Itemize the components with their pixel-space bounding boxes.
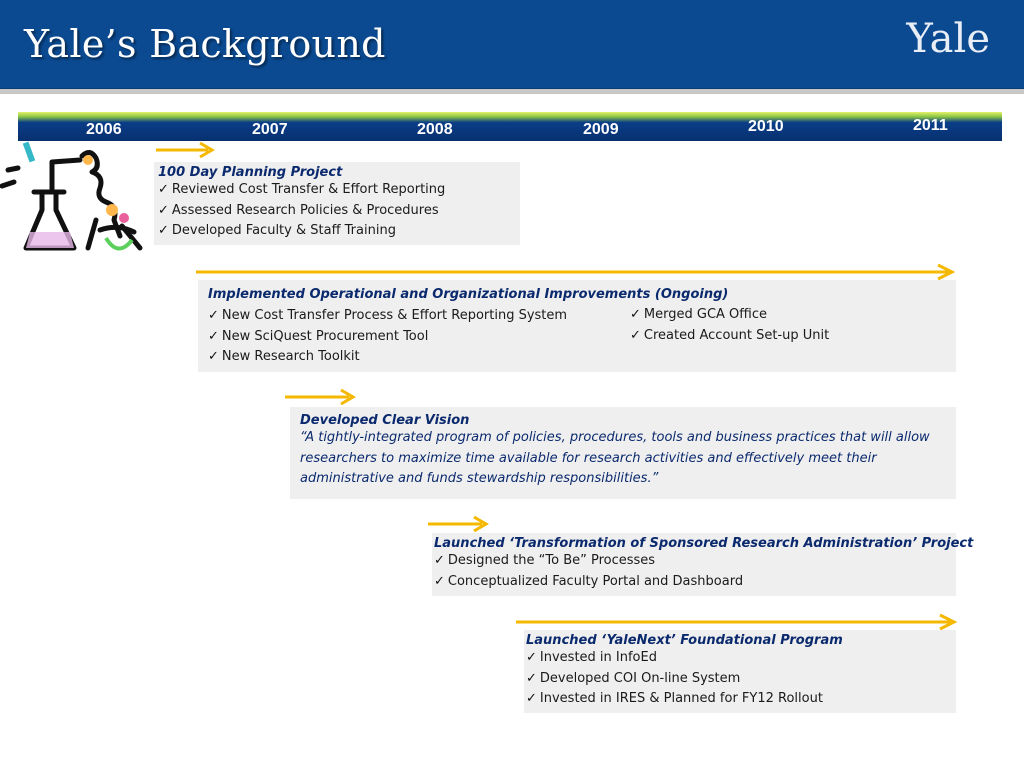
check-icon: ✓	[526, 670, 537, 686]
list-item: ✓ New Research Toolkit	[208, 349, 360, 364]
check-icon: ✓	[158, 182, 169, 197]
planning-project-box	[154, 162, 520, 245]
check-icon: ✓	[158, 223, 169, 238]
list-item: ✓ Designed the “To Be” Processes	[434, 553, 656, 568]
list-item: ✓ Developed COI On-line System	[526, 670, 741, 686]
check-icon: ✓	[630, 327, 641, 343]
list-item: ✓ Assessed Research Policies & Procedures	[158, 202, 439, 218]
check-icon: ✓	[158, 202, 169, 218]
list-item: ✓ Reviewed Cost Transfer & Effort Reporting	[158, 182, 446, 197]
transformation-title: Launched ‘Transformation of Sponsored Research Administration’ Project	[434, 536, 974, 551]
check-icon: ✓	[434, 553, 445, 568]
header-bar	[0, 0, 1024, 89]
improvements-list-right	[630, 305, 829, 346]
list-item: ✓ Developed Faculty & Staff Training	[158, 223, 396, 238]
page-title: Yale’s Background	[24, 22, 386, 66]
year-label-2011: 2011	[913, 117, 948, 134]
year-label-2008: 2008	[417, 121, 453, 138]
list-item: ✓ Invested in IRES & Planned for FY12 Rollout	[526, 691, 823, 706]
list-item: ✓ New Cost Transfer Process & Effort Reporting System	[208, 308, 568, 323]
year-label-2007: 2007	[252, 121, 288, 138]
list-item: ✓ Merged GCA Office	[630, 307, 767, 322]
arrow-right-icon	[154, 140, 218, 160]
check-icon: ✓	[208, 308, 219, 323]
arrow-right-icon	[283, 387, 359, 407]
check-icon: ✓	[208, 349, 219, 364]
check-icon: ✓	[208, 328, 219, 344]
check-icon: ✓	[526, 650, 537, 665]
lab-flask-icon	[0, 140, 160, 260]
arrow-right-icon	[194, 262, 958, 282]
vision-title: Developed Clear Vision	[300, 413, 470, 428]
year-label-2009: 2009	[583, 121, 619, 138]
year-label-2010: 2010	[748, 118, 784, 135]
list-item: ✓ New SciQuest Procurement Tool	[208, 328, 429, 344]
improvements-title: Implemented Operational and Organizational Improvements (Ongoing)	[208, 287, 729, 302]
check-icon: ✓	[526, 691, 537, 706]
arrow-right-icon	[514, 612, 960, 632]
header-divider	[0, 89, 1024, 94]
planning-project-title: 100 Day Planning Project	[158, 165, 343, 180]
transformation-box	[432, 533, 974, 596]
timeline-year-band	[18, 112, 1002, 141]
list-item: ✓ Created Account Set-up Unit	[630, 327, 830, 343]
check-icon: ✓	[434, 573, 445, 589]
yalenext-box	[524, 630, 956, 713]
check-icon: ✓	[630, 307, 641, 322]
arrow-right-icon	[426, 514, 492, 534]
yale-logo: Yale	[906, 16, 990, 62]
year-label-2006: 2006	[86, 121, 122, 138]
improvements-box	[198, 280, 956, 372]
vision-quote: “A tightly-integrated program of policies, procedures, tools and business practices that will allow researchers to maximize time available for research activities and effectively meet their administrative and funds stewardship responsibilities.”	[300, 430, 930, 486]
vision-box	[290, 407, 956, 499]
improvements-list-left	[208, 306, 567, 368]
list-item: ✓ Invested in InfoEd	[526, 650, 657, 665]
list-item: ✓ Conceptualized Faculty Portal and Dashboard	[434, 573, 744, 589]
yalenext-title: Launched ‘YaleNext’ Foundational Program	[526, 633, 843, 648]
